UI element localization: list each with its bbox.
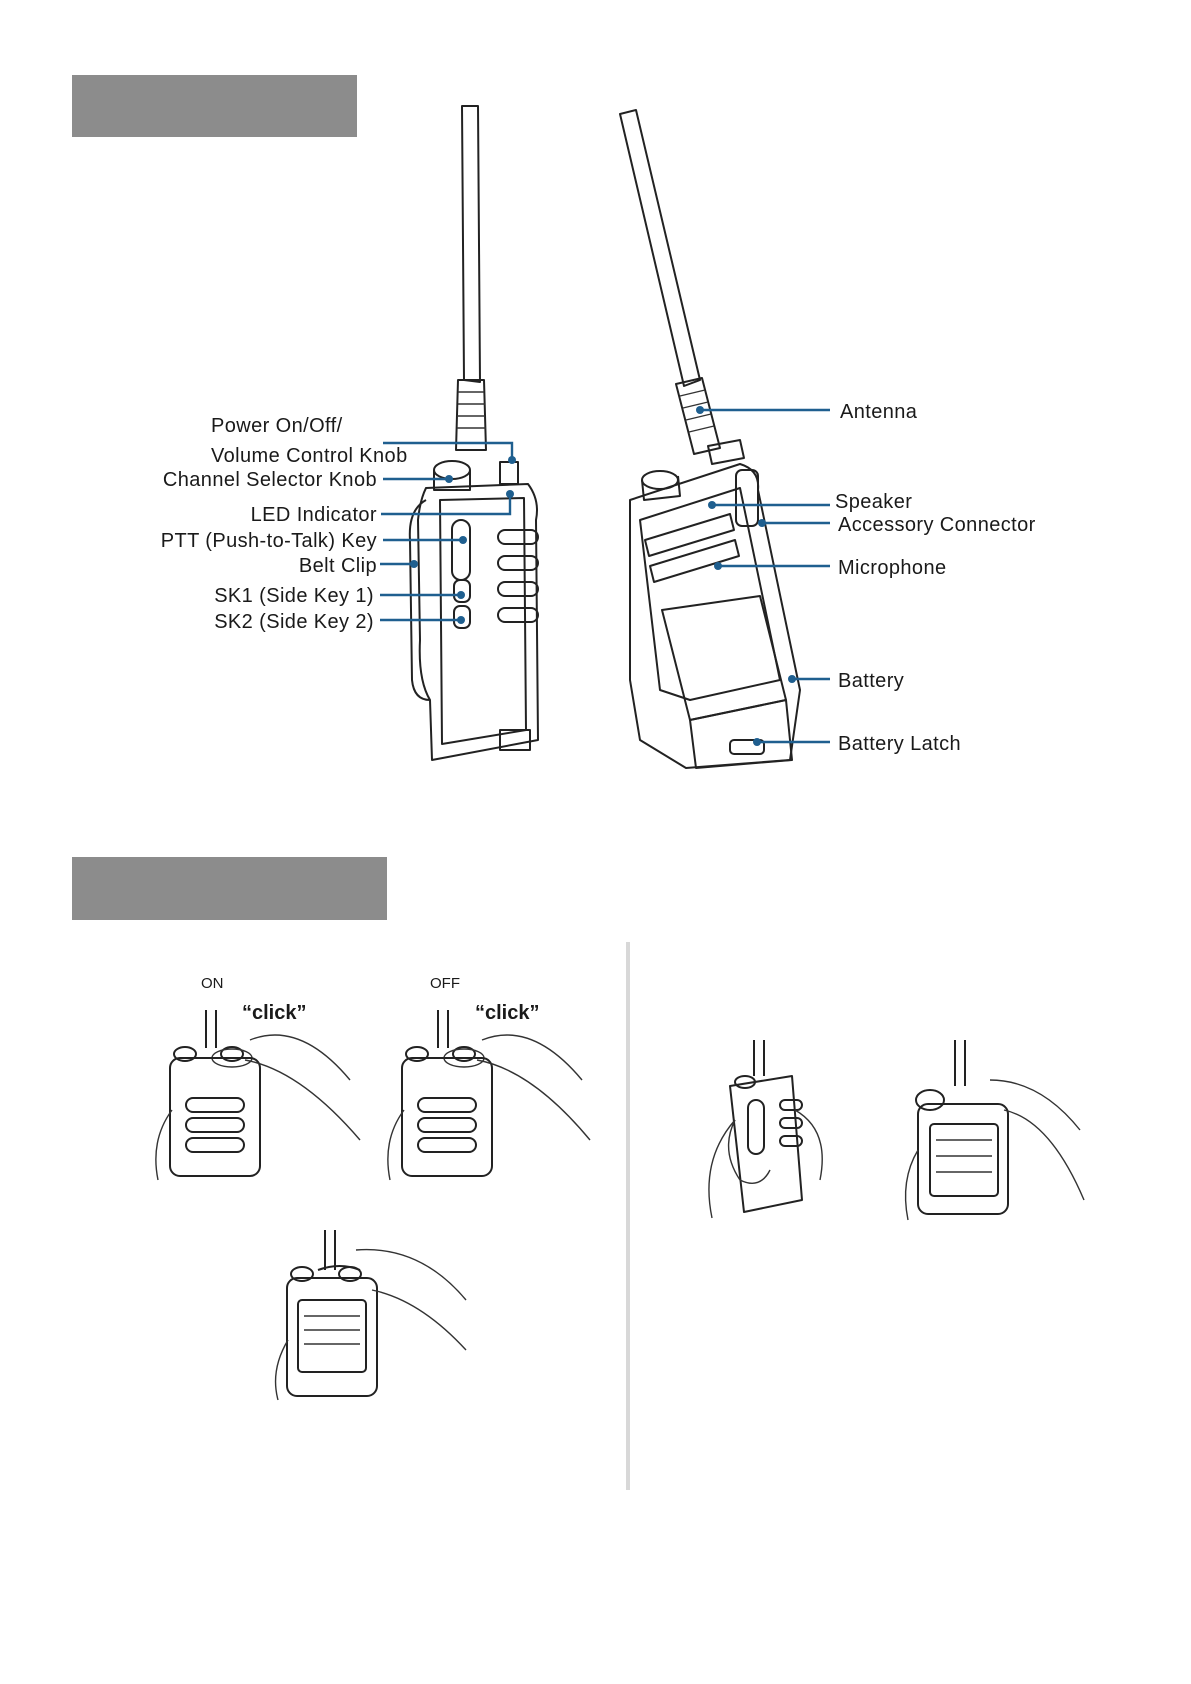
front-radio-illustration: [410, 106, 538, 760]
label-ptt-key: PTT (Push-to-Talk) Key: [160, 530, 377, 552]
label-on: ON: [201, 975, 224, 992]
label-accessory-connector: Accessory Connector: [838, 514, 1036, 536]
label-click-off: “click”: [475, 1002, 540, 1024]
label-sk2: SK2 (Side Key 2): [214, 611, 374, 633]
label-click-on: “click”: [242, 1002, 307, 1024]
front-callouts: [380, 443, 516, 624]
power-on-illustration: [156, 1010, 360, 1180]
label-battery-latch: Battery Latch: [838, 733, 962, 755]
label-speaker: Speaker: [835, 491, 913, 513]
label-microphone: Microphone: [838, 557, 947, 579]
label-battery: Battery: [838, 670, 905, 692]
label-led-indicator: LED Indicator: [250, 504, 377, 526]
label-volume: Volume Control Knob: [211, 445, 408, 467]
label-belt-clip: Belt Clip: [298, 555, 377, 577]
microphone-speak-illustration: [906, 1040, 1084, 1220]
label-sk1: SK1 (Side Key 1): [214, 585, 374, 607]
power-off-illustration: [388, 1010, 590, 1180]
volume-adjust-illustration: [276, 1230, 466, 1400]
ptt-side-illustration: [709, 1040, 822, 1218]
label-antenna: Antenna: [840, 401, 918, 423]
back-radio-illustration: [620, 110, 800, 768]
label-channel-selector: Channel Selector Knob: [162, 469, 377, 491]
label-power: Power On/Off/: [211, 415, 343, 437]
label-off: OFF: [430, 975, 460, 992]
